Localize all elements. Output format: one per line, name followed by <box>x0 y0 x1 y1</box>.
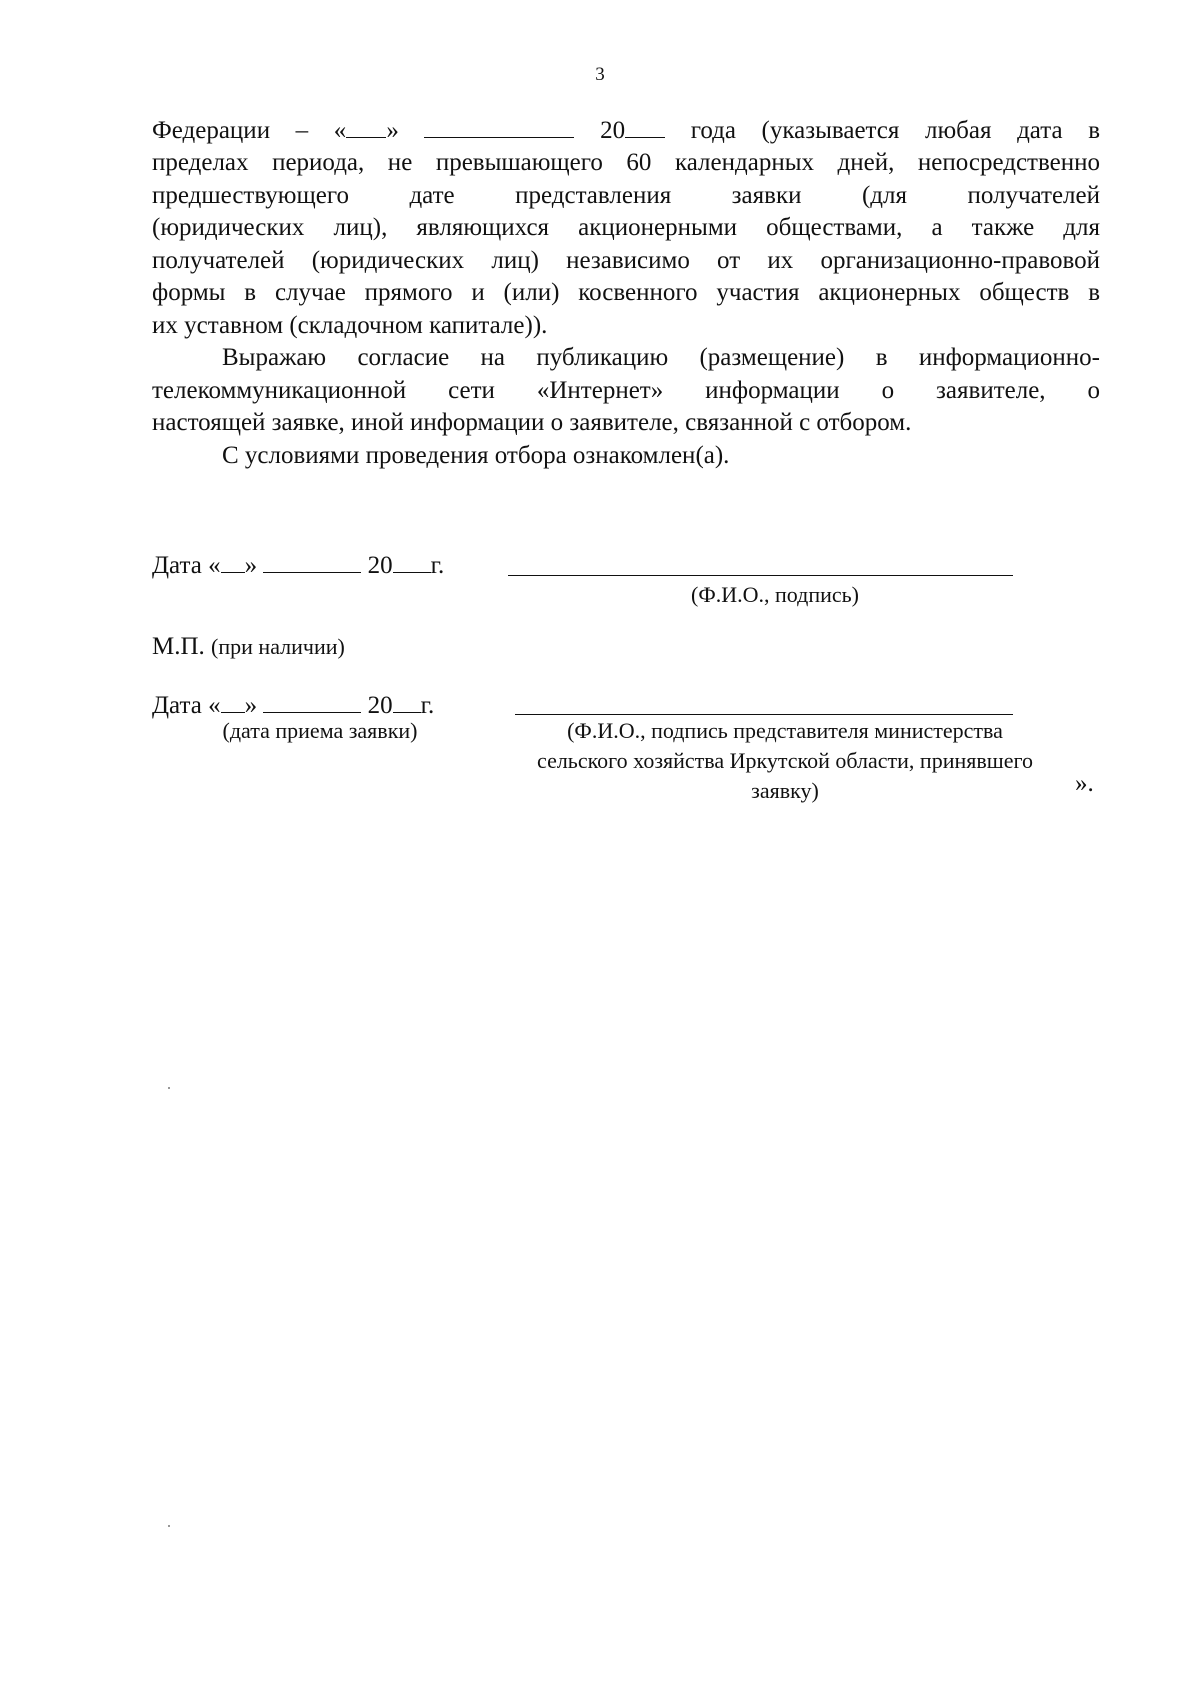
applicant-signature-caption: (Ф.И.О., подпись) <box>691 582 859 607</box>
paragraph-1-line-2: пределах периода, не превышающего 60 календарных дней, непосредственно <box>152 149 1100 177</box>
scan-speck <box>168 1087 170 1089</box>
paragraph-1-line-3: предшествующего дате представления заявки (для получателей <box>152 181 1100 209</box>
ministry-date-row: Дата « » 20 г. <box>152 688 434 720</box>
paragraph-2-line-2: телекоммуникационной сети «Интернет» информации о заявителе, о <box>152 376 1100 404</box>
month-blank <box>424 113 574 138</box>
year-blank <box>625 113 665 138</box>
paragraph-1-line-7: их уставном (складочном капитале)). <box>152 311 548 339</box>
ministry-month-blank <box>263 688 361 713</box>
paragraph-1-line-1: Федерации – « » 20 года (указывается любая дата в <box>152 113 1100 147</box>
ministry-signature-line <box>515 714 1013 715</box>
day-blank <box>346 113 386 138</box>
scan-speck <box>168 1525 170 1527</box>
ministry-date-caption: (дата приема заявки) <box>222 718 418 743</box>
applicant-year-blank <box>393 548 431 573</box>
stamp-label: М.П. (при наличии) <box>152 633 345 660</box>
applicant-day-blank <box>221 548 245 573</box>
paragraph-3: С условиями проведения отбора ознакомлен(а). <box>222 441 730 469</box>
paragraph-1-line-5: получателей (юридических лиц) независимо от их организационно-правовой <box>152 246 1100 274</box>
closing-quote: ». <box>1075 770 1094 797</box>
paragraph-1-line-4: (юридических лиц), являющихся акционерными обществами, а также для <box>152 214 1100 242</box>
ministry-caption-line-1: (Ф.И.О., подпись представителя министерства <box>567 718 1003 743</box>
paragraph-2-line-3: настоящей заявке, иной информации о заявителе, связанной с отбором. <box>152 409 912 437</box>
paragraph-2-line-1: Выражаю согласие на публикацию (размещение) в информационно- <box>222 344 1100 372</box>
ministry-caption-line-2: сельского хозяйства Иркутской области, принявшего <box>537 748 1033 773</box>
paragraph-1-line-6: формы в случае прямого и (или) косвенного участия акционерных обществ в <box>152 279 1100 307</box>
applicant-month-blank <box>263 548 361 573</box>
ministry-year-blank <box>393 688 421 713</box>
applicant-date-row: Дата « » 20 г. <box>152 548 444 580</box>
ministry-caption-line-3: заявку) <box>751 778 819 803</box>
page-number: 3 <box>595 64 605 85</box>
applicant-signature-line <box>508 575 1013 576</box>
body-text <box>152 113 1100 472</box>
ministry-day-blank <box>221 688 245 713</box>
